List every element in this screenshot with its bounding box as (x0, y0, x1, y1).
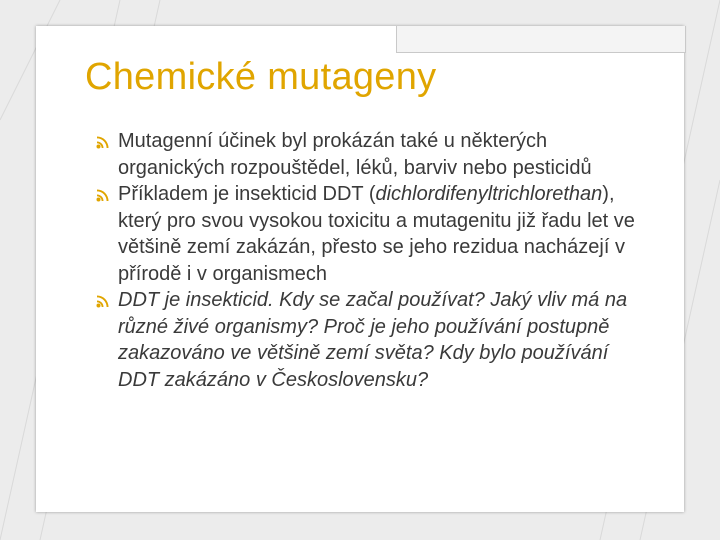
bullet-item-3 (96, 287, 636, 393)
bullet-item-2 (96, 181, 636, 287)
wifi-signal-icon (96, 294, 112, 308)
bullet-text-1: Mutagenní účinek byl prokázán také u některých organických rozpouštědel, léků, barviv nebo pesticidů (118, 130, 592, 179)
wifi-signal-icon (96, 135, 112, 149)
bullet-text-2-chemical-name: dichlordifenyltrichlorethan (375, 183, 603, 205)
top-accent-tab (396, 26, 686, 53)
bullet-text-3: DDT je insekticid. Kdy se začal používat? Jaký vliv má na různé živé organismy? Proč je jeho používání postupně zakazováno ve většině zemí světa? Kdy bylo používání DDT zakázáno v Československu? (118, 289, 628, 391)
bullet-text-2-end: ), který pro svou vysokou toxicitu a mutagenitu již řadu let ve většině zemí zakázán, přesto se jeho rezidua nacházejí v přírodě i v organismech (118, 183, 635, 285)
bullet-item-1 (96, 128, 636, 181)
slide-title: Chemické mutageny (85, 56, 437, 98)
bullet-list (96, 128, 636, 393)
wifi-signal-icon (96, 188, 112, 202)
bullet-text-2-start: Příkladem je insekticid DDT ( (118, 183, 376, 205)
